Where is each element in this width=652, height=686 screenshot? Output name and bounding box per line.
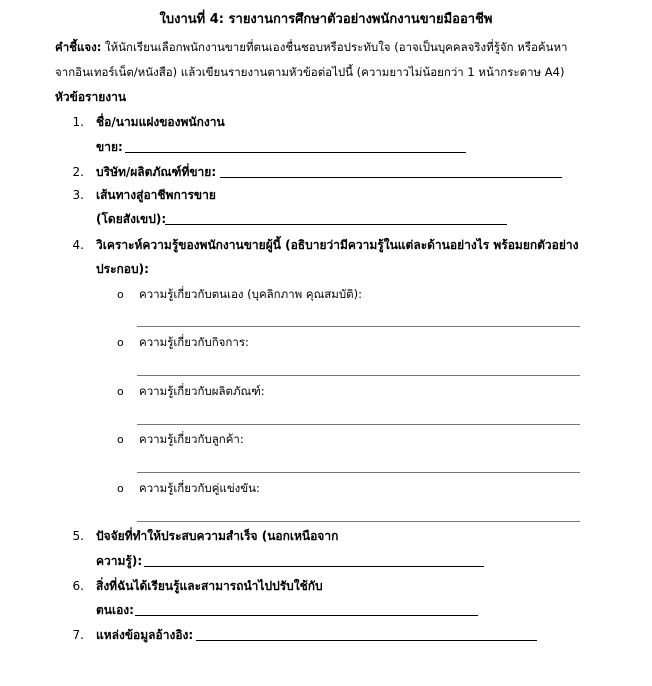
item-1-label-cont: ขาย: (96, 140, 123, 154)
item-7-number: 7. (72, 628, 84, 642)
worksheet-title: ใบงานที่ 4: รายงานการศึกษาตัวอย่างพนักงานขายมืออาชีพ (159, 12, 493, 27)
item-3-label-cont: (โดยสังเขป): (96, 212, 167, 226)
item-6-label-cont: ตนเอง: (96, 603, 134, 617)
item-6-answer-line[interactable] (135, 615, 478, 616)
knowledge-customer-label: ความรู้เกี่ยวกับลูกค้า: (139, 432, 244, 446)
item-1-answer-line[interactable] (125, 152, 466, 153)
knowledge-product-label: ความรู้เกี่ยวกับผลิตภัณฑ์: (139, 384, 265, 398)
knowledge-competitor-label: ความรู้เกี่ยวกับคู่แข่งขัน: (139, 481, 260, 495)
knowledge-self-answer-line[interactable] (137, 326, 580, 327)
bullet-icon: o (117, 433, 124, 446)
item-4-label: วิเคราะห์ความรู้ของพนักงานขายผู้นี้ (อธิบายว่ามีความรู้ในแต่ละด้านอย่างไร พร้อมยกตัวอย่าง (96, 238, 579, 252)
item-5-answer-line[interactable] (144, 566, 484, 567)
item-3-label: เส้นทางสู่อาชีพการขาย (96, 188, 216, 202)
knowledge-self-label: ความรู้เกี่ยวกับตนเอง (บุคลิกภาพ คุณสมบัติ): (139, 287, 363, 301)
item-1-label: ชื่อ/นามแฝงของพนักงาน (96, 115, 225, 129)
bullet-icon: o (117, 288, 124, 301)
bullet-icon: o (117, 385, 124, 398)
instructions-label: คำชี้แจง: (55, 40, 102, 54)
instructions-line-2: จากอินเทอร์เน็ต/หนังสือ) แล้วเขียนรายงานตามหัวข้อต่อไปนี้ (ความยาวไม่น้อยกว่า 1 หน้ากระดาษ A4) (55, 65, 565, 79)
knowledge-competitor-answer-line[interactable] (137, 521, 580, 522)
bullet-icon: o (117, 482, 124, 495)
instructions-text-1: ให้นักเรียนเลือกพนักงานขายที่ตนเองชื่นชอบหรือประทับใจ (อาจเป็นบุคคลจริงที่รู้จัก หรือค้นหา (104, 40, 568, 54)
item-5-label-cont: ความรู้): (96, 554, 143, 568)
item-6-label: สิ่งที่ฉันได้เรียนรู้และสามารถนำไปปรับใช้กับ (96, 579, 323, 593)
item-1-number: 1. (72, 115, 84, 129)
item-2-label: บริษัท/ผลิตภัณฑ์ที่ขาย: (96, 165, 217, 179)
item-2-answer-line[interactable] (220, 177, 562, 178)
item-7-label: แหล่งข้อมูลอ้างอิง: (96, 628, 194, 642)
knowledge-product-answer-line[interactable] (137, 424, 580, 425)
knowledge-business-label: ความรู้เกี่ยวกับกิจการ: (139, 335, 249, 349)
item-5-number: 5. (72, 529, 84, 543)
item-6-number: 6. (72, 579, 84, 593)
item-3-number: 3. (72, 188, 84, 202)
item-4-label-cont: ประกอบ): (96, 262, 149, 276)
knowledge-customer-answer-line[interactable] (137, 472, 580, 473)
item-3-answer-line[interactable] (165, 224, 507, 225)
knowledge-business-answer-line[interactable] (137, 375, 580, 376)
instructions-line-1 (55, 36, 615, 58)
bullet-icon: o (117, 336, 124, 349)
report-topics-heading: หัวข้อรายงาน (55, 90, 127, 104)
item-4-number: 4. (72, 238, 84, 252)
item-5-label: ปัจจัยที่ทำให้ประสบความสำเร็จ (นอกเหนือจาก (96, 529, 339, 543)
item-2-number: 2. (72, 165, 84, 179)
item-7-answer-line[interactable] (196, 640, 537, 641)
